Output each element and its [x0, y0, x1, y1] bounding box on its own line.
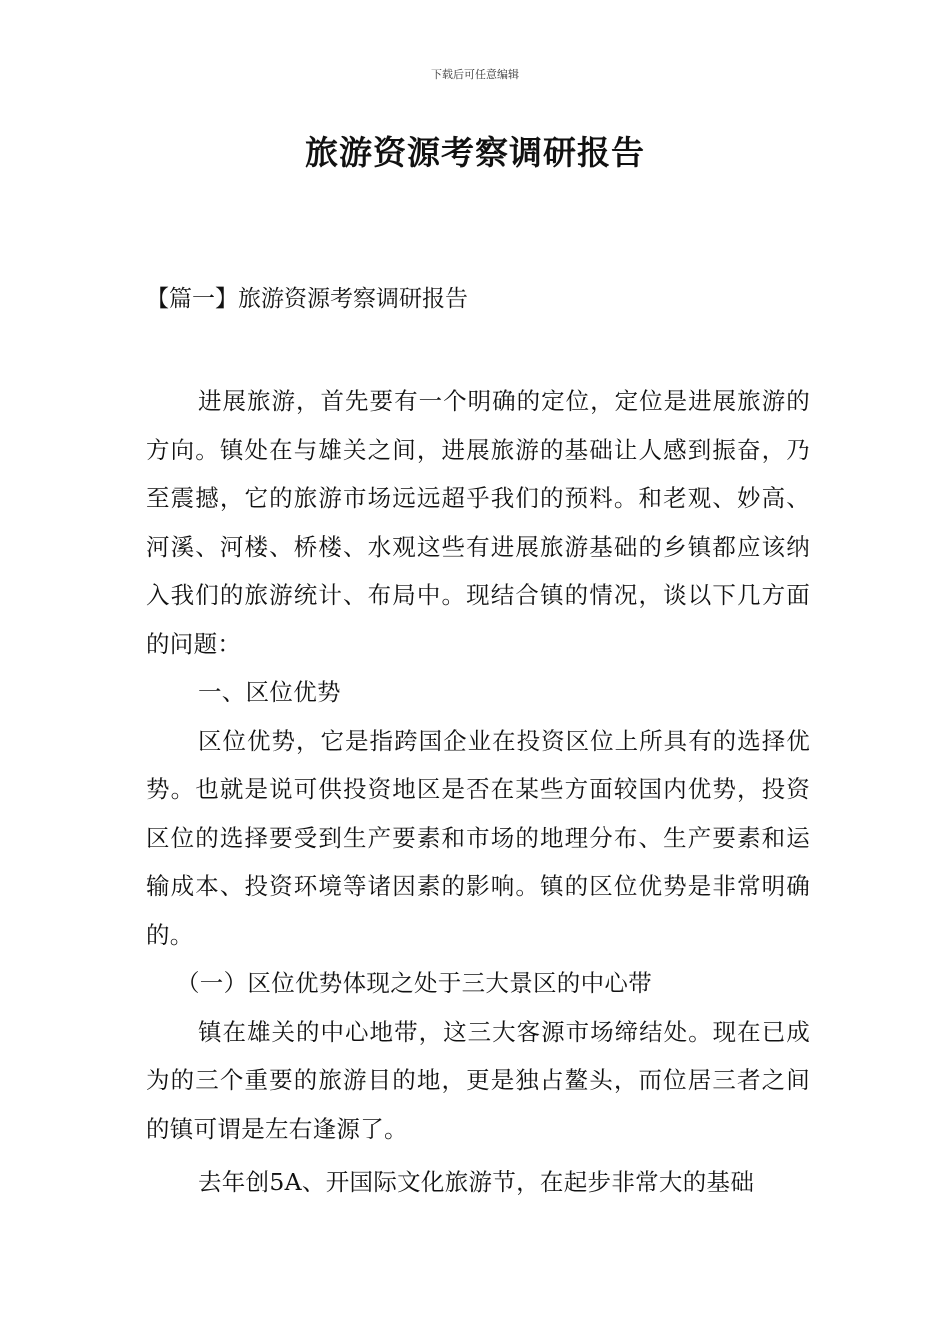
subheading-three-scenic-areas: （一）区位优势体现之处于三大景区的中心带 — [176, 969, 652, 997]
document-title: 旅游资源考察调研报告 — [305, 133, 645, 172]
paragraph-location-advantage: 区位优势，它是指跨国企业在投资区位上所具有的选择优势。也就是说可供投资地区是否在某些方面较国内优势，投资区位的选择要受到生产要素和市场的地理分布、生产要素和运输成本、投资环境等诸因素的影响。镇的区位优势是非常明确的。 — [146, 726, 810, 949]
heading-location-advantage: 一、区位优势 — [198, 678, 341, 706]
paragraph-intro: 进展旅游，首先要有一个明确的定位，定位是进展旅游的方向。镇处在与雄关之间，进展旅游的基础让人感到振奋，乃至震撼，它的旅游市场远远超乎我们的预料。和老观、妙高、河溪、河楼、桥楼、水观这些有进展旅游基础的乡镇都应该纳入我们的旅游统计、布局中。现结合镇的情况，谈以下几方面的问题： — [146, 387, 810, 658]
paragraph-center-zone: 镇在雄关的中心地带，这三大客源市场缔结处。现在已成为的三个重要的旅游目的地，更是独占鳌头，而位居三者之间的镇可谓是左右逢源了。 — [146, 1017, 810, 1143]
document-body — [146, 377, 810, 1207]
paragraph-5a-festival: 去年创5A、开国际文化旅游节，在起步非常大的基础 — [198, 1168, 755, 1196]
section-heading: 【篇一】旅游资源考察调研报告 — [146, 286, 468, 312]
header-note: 下载后可任意编辑 — [431, 68, 519, 81]
